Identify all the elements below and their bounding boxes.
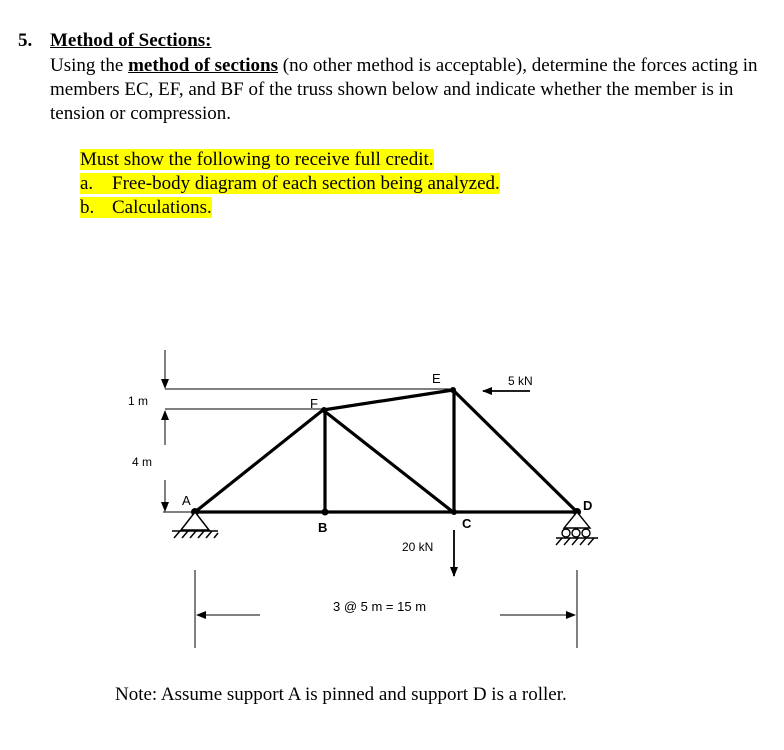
question-text: Using the method of sections (no other method is acceptable), determine the forces acting in members EC, EF, and BF of the truss shown below and indicate whether the member is in tension or compression. bbox=[50, 55, 758, 124]
question-title: Method of Sections: bbox=[50, 30, 212, 51]
requirement-item-b: b. Calculations. bbox=[80, 197, 212, 218]
joint-dots bbox=[191, 387, 581, 516]
load-label-20kN: 20 kN bbox=[402, 540, 434, 554]
pin-support-A bbox=[172, 512, 218, 538]
dimension-1m: 1 m bbox=[128, 394, 149, 408]
joint-label-E: E bbox=[432, 371, 441, 386]
applied-loads bbox=[454, 391, 530, 576]
requirement-item-a: a. Free-body diagram of each section being analyzed. bbox=[80, 173, 500, 194]
joint-label-D: D bbox=[583, 498, 593, 513]
joint-label-C: C bbox=[462, 516, 472, 531]
question-number: 5. bbox=[18, 30, 33, 51]
truss-figure bbox=[0, 340, 784, 660]
load-label-5kN: 5 kN bbox=[508, 374, 533, 388]
span-label: 3 @ 5 m = 15 m bbox=[333, 599, 427, 614]
roller-support-D bbox=[556, 512, 598, 545]
joint-label-A: A bbox=[182, 493, 191, 508]
method-emphasis: method of sections bbox=[128, 55, 278, 76]
truss-members bbox=[195, 390, 577, 512]
member-ED bbox=[453, 390, 577, 512]
joint-label-B: B bbox=[318, 520, 328, 535]
joint-label-F: F bbox=[310, 396, 318, 411]
support-note: Note: Assume support A is pinned and support D is a roller. bbox=[115, 684, 567, 705]
member-AF bbox=[195, 410, 323, 512]
member-FC bbox=[323, 410, 453, 512]
question-heading bbox=[18, 30, 211, 52]
requirements-header: Must show the following to receive full credit. bbox=[80, 149, 434, 170]
member-FE bbox=[323, 390, 453, 410]
dimension-4m: 4 m bbox=[132, 455, 153, 469]
